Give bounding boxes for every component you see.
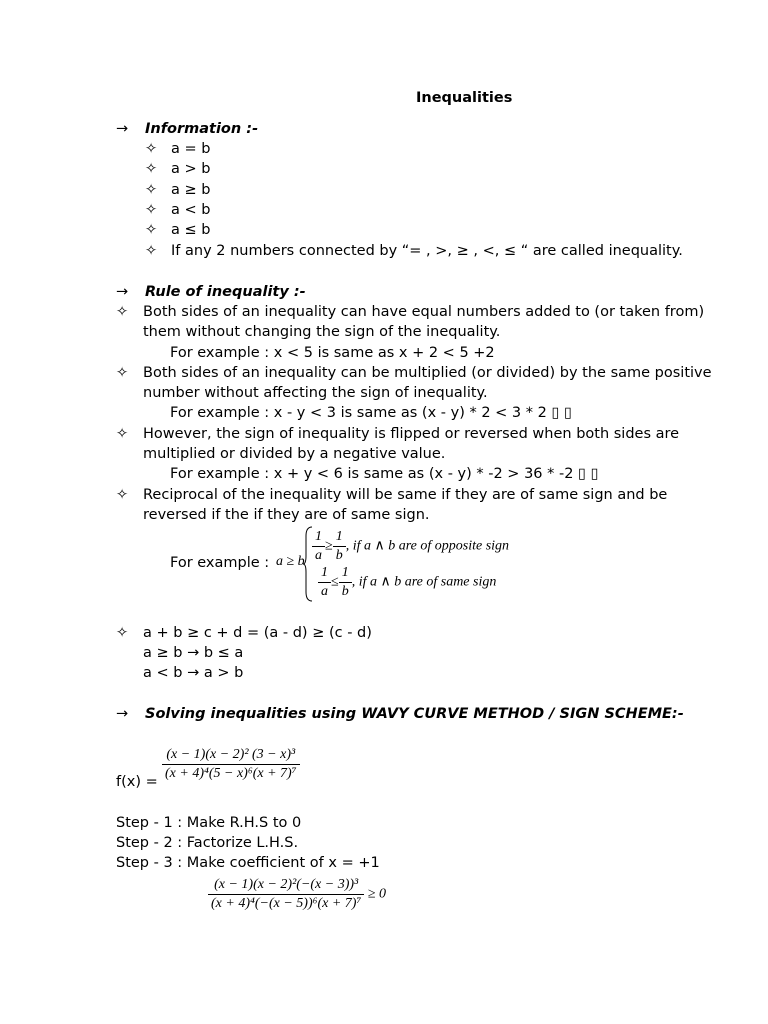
rule-4-line-1: Reciprocal of the inequality will be same if they are of same sign and be xyxy=(143,487,668,503)
rule-1-line-1: Both sides of an inequality can have equal numbers added to (or taken from) xyxy=(143,304,705,320)
rule-4-example-label: For example : xyxy=(170,555,270,571)
list-item: ✧ a > b xyxy=(145,161,211,177)
transformed-inequality: $\frac{\text{(x − 1)(x − 2)²(−(x − 3))³}}{\text{(x + 4)⁴(−(x − 5))⁶(x + 7)⁷}}$ ≥ 0 xyxy=(208,876,386,913)
rule-3-line-2: multiplied or divided by a negative value. xyxy=(143,446,446,462)
rule-1-example: For example : x < 5 is same as x + 2 < 5 +2 xyxy=(170,345,495,361)
function-fraction: $\frac{\text{(x − 1)(x − 2)² (3 − x)³}}{\text{(x + 4)⁴(5 − x)⁶(x + 7)⁷}}$ xyxy=(162,746,300,783)
rule-2-line-2: number without affecting the sign of inequality. xyxy=(143,385,488,401)
star-bullet-icon: ✧ xyxy=(116,625,129,641)
rule-3-line-1: However, the sign of inequality is flipped or reversed when both sides are xyxy=(143,426,680,442)
arrow-icon: → xyxy=(116,121,129,137)
rule-4-line-2: reversed if the if they are of same sign. xyxy=(143,507,430,523)
star-bullet-icon: ✧ xyxy=(116,304,129,320)
star-bullet-icon: ✧ xyxy=(145,243,158,259)
page-title: Inequalities xyxy=(416,90,513,106)
rule-5-line-3: a < b → a > b xyxy=(143,665,244,681)
function-label: f(x) = xyxy=(116,774,158,790)
list-item: ✧ a = b xyxy=(145,141,211,157)
arrow-icon: → xyxy=(116,706,129,722)
list-item: ✧ a < b xyxy=(145,202,211,218)
star-bullet-icon: ✧ xyxy=(145,161,158,177)
rule-2-example: For example : x - y < 3 is same as (x - y) * 2 < 3 * 2 ▯ ▯ xyxy=(170,405,573,421)
rule-5-line-2: a ≥ b → b ≤ a xyxy=(143,645,244,661)
rule-1-line-2: them without changing the sign of the inequality. xyxy=(143,324,501,340)
step-2: Step - 2 : Factorize L.H.S. xyxy=(116,835,299,851)
rules-heading: Rule of inequality :- xyxy=(145,284,306,300)
star-bullet-icon: ✧ xyxy=(116,365,129,381)
star-bullet-icon: ✧ xyxy=(145,182,158,198)
list-item: ✧ a ≤ b xyxy=(145,222,211,238)
information-heading: Information :- xyxy=(145,121,259,137)
arrow-icon: → xyxy=(116,284,129,300)
wavy-curve-heading: Solving inequalities using WAVY CURVE METHOD / SIGN SCHEME:- xyxy=(145,706,684,722)
list-item: ✧ a ≥ b xyxy=(145,182,211,198)
missing-glyph-icon: ▯ ▯ xyxy=(546,405,573,421)
reciprocal-lhs: a ≥ b xyxy=(276,554,305,569)
missing-glyph-icon: ▯ ▯ xyxy=(573,466,599,482)
reciprocal-case-2: $\frac{1}{a}$ ≤ $\frac{1}{b}$ , if a ∧ b are of same sign xyxy=(318,564,496,601)
rule-2-line-1: Both sides of an inequality can be multiplied (or divided) by the same positive xyxy=(143,365,712,381)
step-1: Step - 1 : Make R.H.S to 0 xyxy=(116,815,302,831)
list-item: ✧ If any 2 numbers connected by “= , >, ≥ , <, ≤ “ are called inequality. xyxy=(145,243,683,259)
star-bullet-icon: ✧ xyxy=(116,426,129,442)
rule-3-example: For example : x + y < 6 is same as (x - y) * -2 > 36 * -2 ▯ ▯ xyxy=(170,466,599,482)
star-bullet-icon: ✧ xyxy=(145,222,158,238)
star-bullet-icon: ✧ xyxy=(145,141,158,157)
reciprocal-case-1: $\frac{1}{a}$ ≥ $\frac{1}{b}$ , if a ∧ b are of opposite sign xyxy=(312,528,509,565)
star-bullet-icon: ✧ xyxy=(116,487,129,503)
star-bullet-icon: ✧ xyxy=(145,202,158,218)
rule-5-line-1: a + b ≥ c + d = (a - d) ≥ (c - d) xyxy=(143,625,372,641)
step-3: Step - 3 : Make coefficient of x = +1 xyxy=(116,855,380,871)
